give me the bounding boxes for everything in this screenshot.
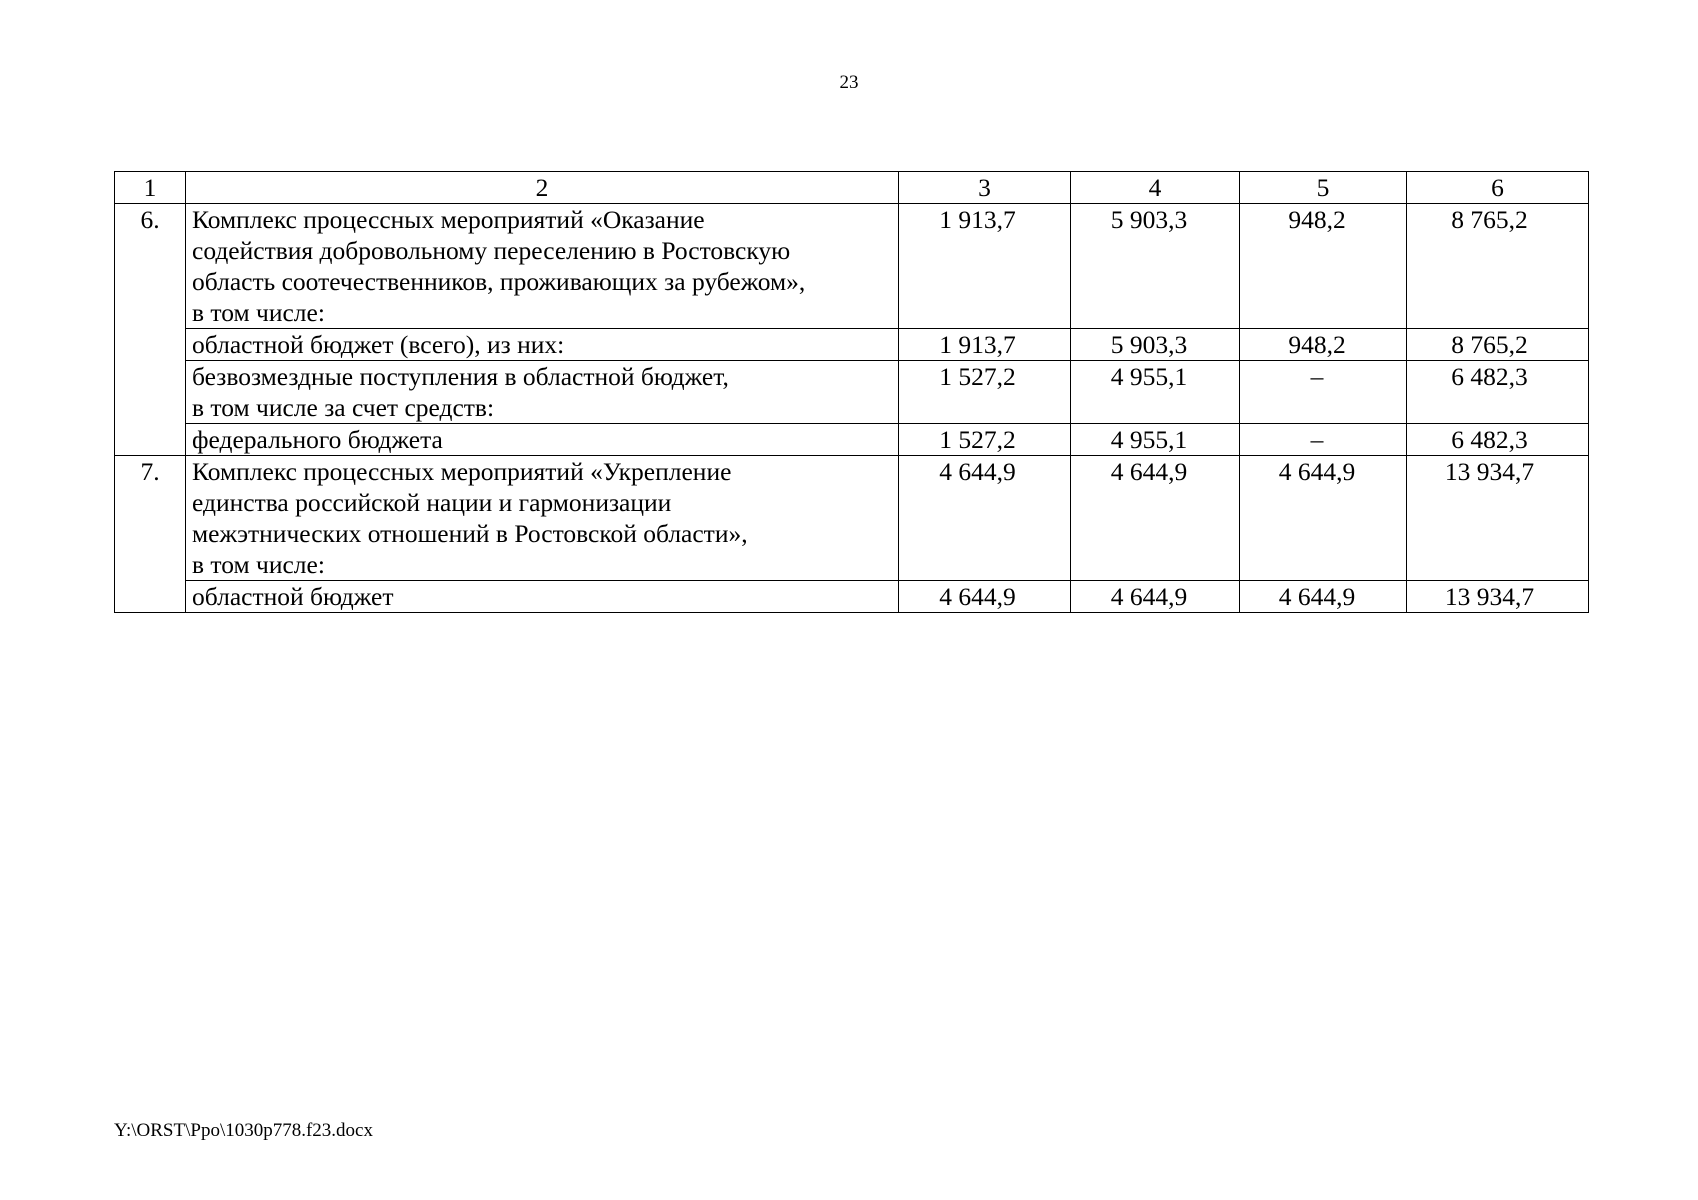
value-cell [899,581,1071,613]
value-cell [1240,581,1407,613]
description-line: в том числе за счет средств: [192,393,495,422]
value-text: 8 765,2 [1451,205,1528,234]
value-cell [1240,329,1407,361]
value-text: 948,2 [1288,205,1346,234]
value-text: 6 482,3 [1451,425,1528,454]
row-description [186,204,899,329]
table-row [115,361,1589,424]
table-row [115,329,1589,361]
value-cell [1407,361,1589,424]
value-cell [1407,329,1589,361]
value-text: 13 934,7 [1444,582,1535,611]
value-cell [899,456,1071,581]
description-line: межэтнических отношений в Ростовской области», [192,519,748,548]
row-description [186,456,899,581]
column-number-header-row [115,172,1589,204]
value-cell [1071,204,1240,329]
value-text: 4 644,9 [1110,457,1188,486]
description-line: содействия добровольному переселению в Ростовскую [192,236,791,265]
page-number: 23 [839,72,859,93]
budget-table [114,171,1589,613]
value-text: 4 644,9 [1278,457,1356,486]
column-number-header: 2 [186,172,899,204]
footer-file-path: Y:\ORST\Ppo\1030p778.f23.docx [114,1120,373,1141]
description-line: в том числе: [192,550,325,579]
value-cell [1407,204,1589,329]
description-line: единства российской нации и гармонизации [192,488,672,517]
value-cell [1071,329,1240,361]
value-cell [899,361,1071,424]
description-line: в том числе: [192,298,325,327]
value-text: 4 644,9 [939,457,1016,486]
description-line: безвозмездные поступления в областной бюджет, [192,362,729,391]
value-text: 8 765,2 [1451,330,1528,359]
value-cell [1407,581,1589,613]
row-description [186,424,899,456]
value-text: 1 527,2 [939,425,1016,454]
value-cell [899,424,1071,456]
description-line: областной бюджет (всего), из них: [192,330,565,359]
value-cell [1407,424,1589,456]
value-cell [1240,361,1407,424]
row-number: 7. [115,456,186,613]
value-cell [1240,204,1407,329]
value-cell [899,329,1071,361]
value-cell [1071,361,1240,424]
description-line: федерального бюджета [192,425,443,454]
value-cell [1071,456,1240,581]
value-text: 4 955,1 [1110,425,1188,454]
description-line: область соотечественников, проживающих за рубежом», [192,267,806,296]
table-row [115,204,1589,329]
value-text: 4 644,9 [1110,582,1188,611]
value-text: 4 644,9 [1278,582,1356,611]
value-cell [1071,581,1240,613]
value-cell [1071,424,1240,456]
value-text: 1 527,2 [939,362,1016,391]
value-text: 4 644,9 [939,582,1016,611]
column-number-header: 3 [899,172,1071,204]
value-text: – [1310,425,1324,454]
row-description [186,329,899,361]
column-number-header: 4 [1071,172,1240,204]
value-text: 5 903,3 [1110,330,1188,359]
value-cell [899,204,1071,329]
table-row [115,581,1589,613]
value-text: 4 955,1 [1110,362,1188,391]
table-row [115,456,1589,581]
value-text: 6 482,3 [1451,362,1528,391]
column-number-header: 5 [1240,172,1407,204]
value-cell [1240,424,1407,456]
column-number-header: 1 [115,172,186,204]
row-description [186,581,899,613]
value-cell [1407,456,1589,581]
value-cell [1240,456,1407,581]
column-number-header: 6 [1407,172,1589,204]
table-row [115,424,1589,456]
value-text: 5 903,3 [1110,205,1188,234]
row-description [186,361,899,424]
description-line: Комплекс процессных мероприятий «Укрепление [192,457,732,486]
description-line: Комплекс процессных мероприятий «Оказание [192,205,705,234]
value-text: – [1310,362,1324,391]
value-text: 13 934,7 [1444,457,1535,486]
value-text: 1 913,7 [939,205,1016,234]
description-line: областной бюджет [192,582,394,611]
budget-table-body [115,172,1589,613]
value-text: 948,2 [1288,330,1346,359]
value-text: 1 913,7 [939,330,1016,359]
row-number: 6. [115,204,186,456]
